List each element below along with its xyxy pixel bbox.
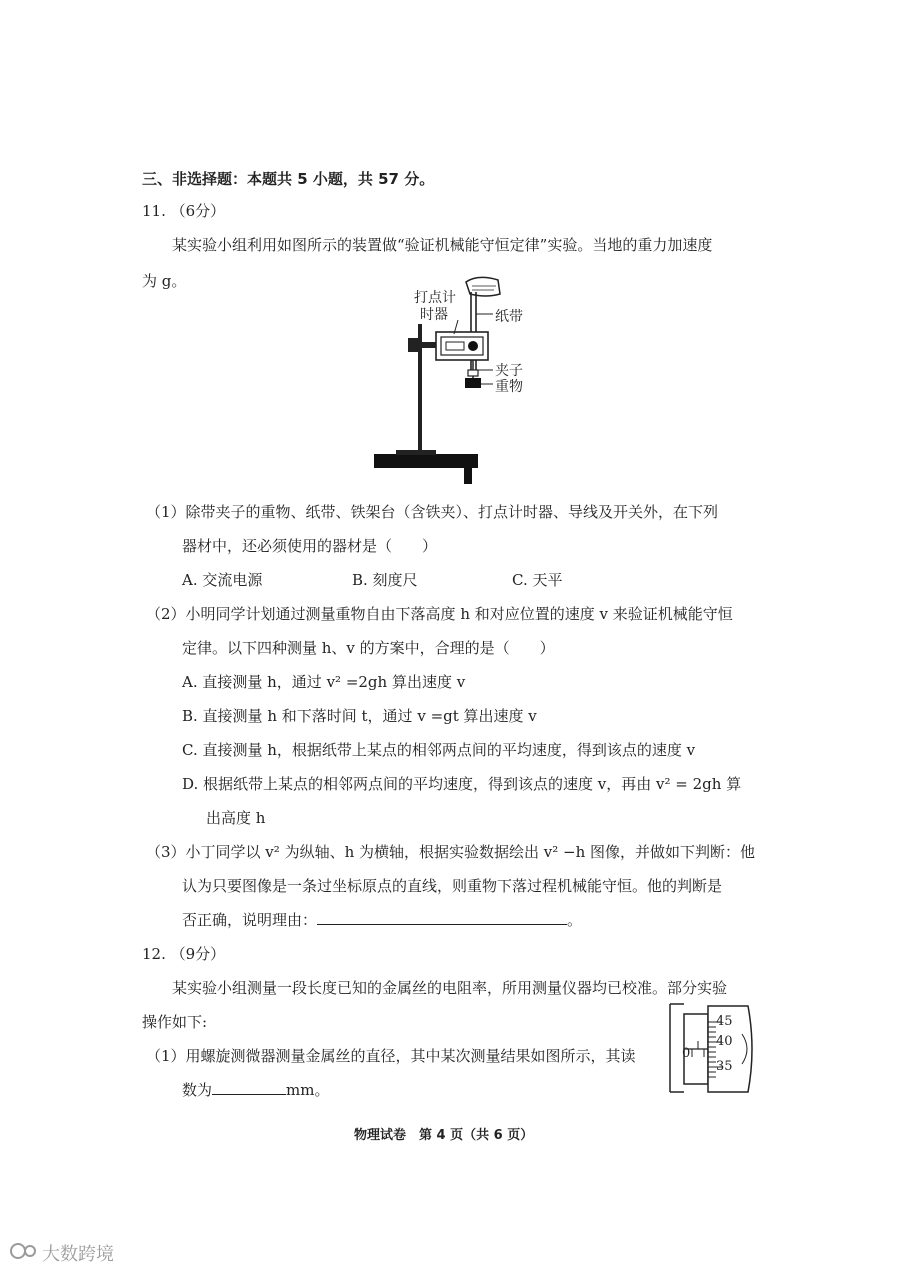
q11-p3-line2: 认为只要图像是一条过坐标原点的直线，则重物下落过程机械能守恒。他的判断是 <box>182 877 723 895</box>
q11-p1-line2: 器材中，还必须使用的器材是（ ） <box>182 537 438 555</box>
micrometer-figure <box>662 1000 762 1100</box>
label-timer-line2: 时器 <box>420 307 448 323</box>
q11-p1-option-a: A. 交流电源 <box>182 571 263 589</box>
question-11-intro-line2: 为 g。 <box>142 272 187 290</box>
question-12-intro-line1: 某实验小组测量一段长度已知的金属丝的电阻率，所用测量仪器均已校准。部分实验 <box>172 979 728 997</box>
q12-p1-line1: （1）用螺旋测微器测量金属丝的直径，其中某次测量结果如图所示，其读 <box>146 1047 636 1065</box>
page-footer: 物理试卷 第 4 页（共 6 页） <box>354 1128 534 1143</box>
weight <box>465 378 481 388</box>
q11-p2-option-c: C. 直接测量 h，根据纸带上某点的相邻两点间的平均速度，得到该点的速度 v <box>182 741 696 759</box>
q12-p1-line2-suffix: mm。 <box>286 1081 330 1099</box>
question-11-intro-line1: 某实验小组利用如图所示的装置做“验证机械能守恒定律”实验。当地的重力加速度 <box>172 236 713 254</box>
q11-p3-line1: （3）小丁同学以 v² 为纵轴、h 为横轴，根据实验数据绘出 v² −h 图像，并做如下判断：他 <box>146 843 756 861</box>
micrometer-mark-45: 45 <box>716 1014 733 1029</box>
question-12-intro-line2: 操作如下: <box>142 1013 208 1031</box>
q11-p3-line3-suffix: 。 <box>567 911 583 929</box>
q11-p2-option-d-line2: 出高度 h <box>206 809 266 827</box>
label-tape: 纸带 <box>495 309 523 325</box>
question-12-number: 12. （9分） <box>142 945 226 963</box>
q11-p2-option-d-line1: D. 根据纸带上某点的相邻两点间的平均速度，得到该点的速度 v，再由 v² = 2gh 算 <box>182 775 742 793</box>
label-weight: 重物 <box>495 379 523 395</box>
q11-p3-line3-prefix: 否正确，说明理由： <box>182 911 318 929</box>
micrometer-mark-35: 35 <box>716 1059 733 1074</box>
q11-p2-line1: （2）小明同学计划通过测量重物自由下落高度 h 和对应位置的速度 v 来验证机械能守恒 <box>146 605 733 623</box>
q11-p2-option-a: A. 直接测量 h，通过 v² =2gh 算出速度 v <box>182 673 466 691</box>
label-timer-line1: 打点计 <box>414 290 456 306</box>
watermark-text: 大数跨境 <box>42 1244 114 1265</box>
micrometer-sleeve-zero: 0 <box>682 1046 691 1061</box>
q11-p2-option-b: B. 直接测量 h 和下落时间 t，通过 v =gt 算出速度 v <box>182 707 537 725</box>
label-clip: 夹子 <box>495 363 523 379</box>
clip <box>468 370 478 376</box>
answer-blank-reading[interactable] <box>212 1080 286 1095</box>
micrometer-mark-40: 40 <box>716 1034 733 1049</box>
q11-p1-option-c: C. 天平 <box>512 571 563 589</box>
stand-base <box>374 454 478 468</box>
q11-p1-line1: （1）除带夹子的重物、纸带、铁架台（含铁夹）、打点计时器、导线及开关外，在下列 <box>146 503 719 521</box>
question-11-number: 11. （6分） <box>142 202 226 220</box>
q11-p3-line3 <box>182 909 582 930</box>
q11-p1-option-b: B. 刻度尺 <box>352 571 418 589</box>
section-header: 三、非选择题：本题共 5 小题，共 57 分。 <box>142 170 435 188</box>
watermark-logo-icon <box>10 1240 38 1262</box>
q12-p1-line2-prefix: 数为 <box>182 1081 213 1099</box>
answer-blank-reason[interactable] <box>317 910 567 925</box>
q11-p2-line2: 定律。以下四种测量 h、v 的方案中，合理的是（ ） <box>182 639 555 657</box>
q12-p1-line2 <box>182 1079 329 1100</box>
